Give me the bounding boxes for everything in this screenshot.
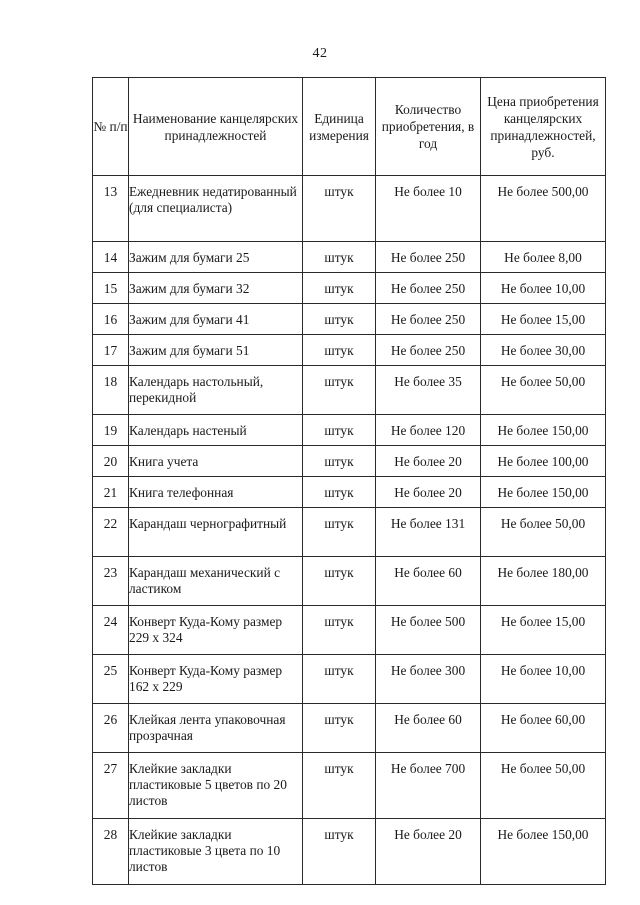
cell-name: Книга телефонная (129, 477, 303, 508)
cell-price: Не более 60,00 (481, 704, 606, 753)
cell-unit: штук (303, 446, 376, 477)
cell-qty: Не более 500 (376, 606, 481, 655)
cell-unit: штук (303, 508, 376, 557)
header-qty: Количество приобретения, в год (376, 78, 481, 176)
cell-num: 14 (93, 242, 129, 273)
table-row (93, 366, 606, 415)
cell-num: 16 (93, 304, 129, 335)
table-row (93, 557, 606, 606)
cell-unit: штук (303, 557, 376, 606)
cell-unit: штук (303, 655, 376, 704)
cell-unit: штук (303, 753, 376, 819)
table-row (93, 704, 606, 753)
cell-name: Карандаш механический с ластиком (129, 557, 303, 606)
cell-num: 13 (93, 176, 129, 242)
table-row (93, 477, 606, 508)
cell-num: 24 (93, 606, 129, 655)
cell-unit: штук (303, 335, 376, 366)
cell-unit: штук (303, 304, 376, 335)
cell-qty: Не более 35 (376, 366, 481, 415)
cell-qty: Не более 250 (376, 242, 481, 273)
table-row (93, 335, 606, 366)
table-row (93, 655, 606, 704)
cell-qty: Не более 120 (376, 415, 481, 446)
cell-price: Не более 150,00 (481, 477, 606, 508)
cell-name: Ежедневник недатированный (для специалиста) (129, 176, 303, 242)
stationery-table (92, 77, 606, 885)
cell-price: Не более 10,00 (481, 655, 606, 704)
cell-unit: штук (303, 366, 376, 415)
cell-price: Не более 50,00 (481, 753, 606, 819)
cell-num: 19 (93, 415, 129, 446)
table-row (93, 176, 606, 242)
cell-name: Зажим для бумаги 32 (129, 273, 303, 304)
cell-num: 20 (93, 446, 129, 477)
cell-qty: Не более 20 (376, 477, 481, 508)
cell-name: Конверт Куда-Кому размер 162 х 229 (129, 655, 303, 704)
cell-num: 25 (93, 655, 129, 704)
cell-price: Не более 180,00 (481, 557, 606, 606)
cell-name: Календарь настеный (129, 415, 303, 446)
cell-price: Не более 150,00 (481, 819, 606, 885)
cell-unit: штук (303, 819, 376, 885)
header-unit: Единица измерения (303, 78, 376, 176)
cell-name: Зажим для бумаги 51 (129, 335, 303, 366)
cell-qty: Не более 250 (376, 335, 481, 366)
cell-num: 15 (93, 273, 129, 304)
table-row (93, 446, 606, 477)
cell-unit: штук (303, 273, 376, 304)
cell-name: Календарь настольный, перекидной (129, 366, 303, 415)
table-header-row (93, 78, 606, 176)
cell-qty: Не более 131 (376, 508, 481, 557)
cell-qty: Не более 250 (376, 273, 481, 304)
table-row (93, 753, 606, 819)
cell-num: 23 (93, 557, 129, 606)
cell-unit: штук (303, 477, 376, 508)
cell-price: Не более 15,00 (481, 606, 606, 655)
cell-name: Клейкая лента упаковочная прозрачная (129, 704, 303, 753)
cell-price: Не более 30,00 (481, 335, 606, 366)
cell-price: Не более 100,00 (481, 446, 606, 477)
cell-name: Книга учета (129, 446, 303, 477)
cell-unit: штук (303, 242, 376, 273)
cell-name: Карандаш чернографитный (129, 508, 303, 557)
table-row (93, 242, 606, 273)
cell-name: Зажим для бумаги 25 (129, 242, 303, 273)
cell-num: 26 (93, 704, 129, 753)
cell-price: Не более 50,00 (481, 366, 606, 415)
table-row (93, 415, 606, 446)
cell-name: Конверт Куда-Кому размер 229 х 324 (129, 606, 303, 655)
cell-num: 21 (93, 477, 129, 508)
cell-price: Не более 15,00 (481, 304, 606, 335)
table-row (93, 304, 606, 335)
cell-unit: штук (303, 176, 376, 242)
cell-price: Не более 150,00 (481, 415, 606, 446)
cell-price: Не более 50,00 (481, 508, 606, 557)
cell-qty: Не более 700 (376, 753, 481, 819)
cell-num: 22 (93, 508, 129, 557)
cell-num: 17 (93, 335, 129, 366)
header-num: № п/п (93, 78, 129, 176)
cell-num: 18 (93, 366, 129, 415)
cell-num: 28 (93, 819, 129, 885)
cell-price: Не более 10,00 (481, 273, 606, 304)
cell-num: 27 (93, 753, 129, 819)
page-number: 42 (312, 46, 328, 61)
cell-unit: штук (303, 415, 376, 446)
table-row (93, 273, 606, 304)
cell-qty: Не более 60 (376, 557, 481, 606)
cell-price: Не более 8,00 (481, 242, 606, 273)
cell-unit: штук (303, 704, 376, 753)
cell-qty: Не более 10 (376, 176, 481, 242)
cell-qty: Не более 20 (376, 819, 481, 885)
cell-name: Клейкие закладки пластиковые 3 цвета по 10 листов (129, 819, 303, 885)
cell-price: Не более 500,00 (481, 176, 606, 242)
cell-qty: Не более 60 (376, 704, 481, 753)
header-name: Наименование канцелярских принадлежностей (129, 78, 303, 176)
cell-qty: Не более 20 (376, 446, 481, 477)
cell-qty: Не более 250 (376, 304, 481, 335)
cell-name: Зажим для бумаги 41 (129, 304, 303, 335)
table-row (93, 606, 606, 655)
header-price: Цена приобретения канцелярских принадлежностей, руб. (481, 78, 606, 176)
cell-name: Клейкие закладки пластиковые 5 цветов по 20 листов (129, 753, 303, 819)
table-row (93, 819, 606, 885)
cell-qty: Не более 300 (376, 655, 481, 704)
table-row (93, 508, 606, 557)
cell-unit: штук (303, 606, 376, 655)
